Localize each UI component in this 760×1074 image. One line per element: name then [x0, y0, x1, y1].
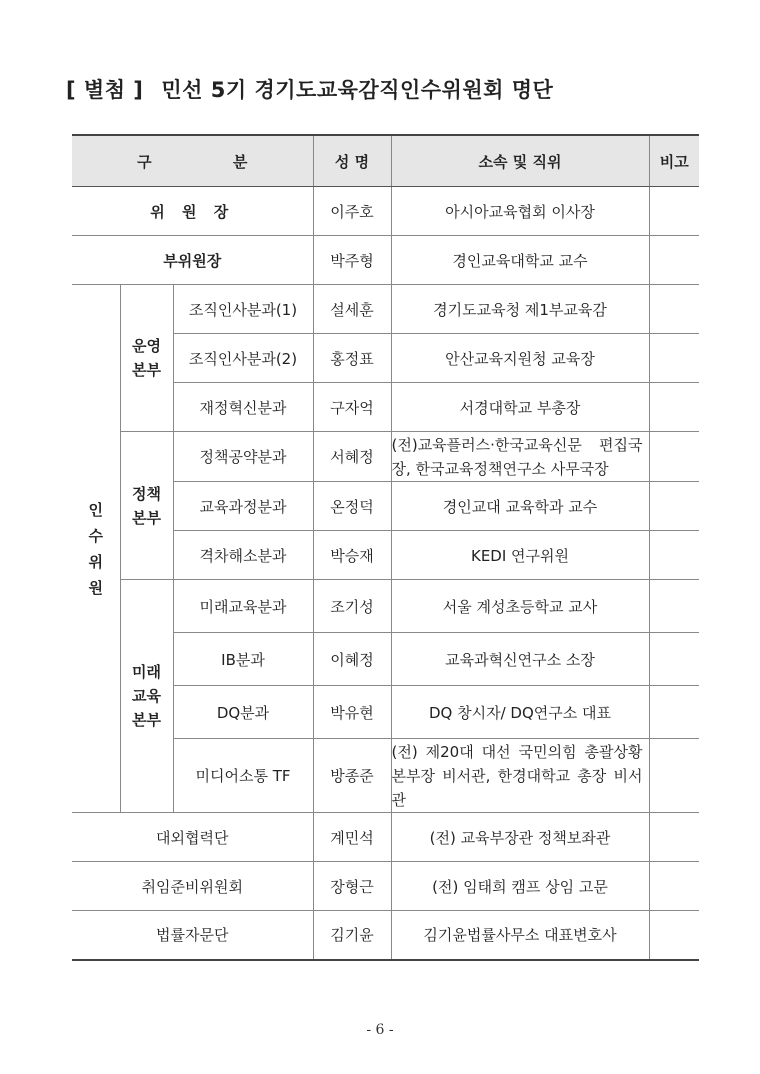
member-unit: 미래교육분과 [173, 580, 313, 633]
committee-label: 인 수 위 원 [72, 285, 120, 813]
table-row [72, 236, 699, 285]
header-row [72, 135, 699, 187]
member-name: 구자억 [313, 383, 391, 432]
header-name: 성 명 [313, 135, 391, 187]
member-affiliation: 교육과혁신연구소 소장 [391, 633, 649, 686]
member-unit: 격차해소분과 [173, 531, 313, 580]
member-unit: 정책공약분과 [173, 432, 313, 482]
member-affiliation: 경기도교육청 제1부교육감 [391, 285, 649, 334]
vice-affiliation: 경인교육대학교 교수 [391, 236, 649, 285]
table-row [72, 911, 699, 960]
external-label: 대외협력단 [72, 813, 313, 862]
member-affiliation: (전)교육플러스·한국교육신문 편집국장, 한국교육정책연구소 사무국장 [391, 432, 649, 482]
member-name: 조기성 [313, 580, 391, 633]
external-note [649, 813, 699, 862]
member-unit: DQ분과 [173, 686, 313, 739]
member-note [649, 633, 699, 686]
group-policy: 정책 본부 [120, 432, 173, 580]
member-note [649, 432, 699, 482]
member-unit: 조직인사분과(1) [173, 285, 313, 334]
member-name: 이혜정 [313, 633, 391, 686]
table-row [72, 432, 699, 482]
vice-name: 박주형 [313, 236, 391, 285]
member-note [649, 285, 699, 334]
member-name: 방종준 [313, 739, 391, 813]
member-name: 설세훈 [313, 285, 391, 334]
table-row [72, 580, 699, 633]
member-note [649, 482, 699, 531]
legal-name: 김기윤 [313, 911, 391, 960]
chair-note [649, 187, 699, 236]
member-name: 박유현 [313, 686, 391, 739]
member-note [649, 334, 699, 383]
member-affiliation: 서울 계성초등학교 교사 [391, 580, 649, 633]
roster-table [72, 134, 699, 961]
vice-label: 부위원장 [72, 236, 313, 285]
table-row [72, 862, 699, 911]
member-unit: 교육과정분과 [173, 482, 313, 531]
legal-note [649, 911, 699, 960]
header-affiliation: 소속 및 직위 [391, 135, 649, 187]
external-affiliation: (전) 교육부장관 정책보좌관 [391, 813, 649, 862]
member-unit: 미디어소통 TF [173, 739, 313, 813]
group-operations: 운영 본부 [120, 285, 173, 432]
member-note [649, 383, 699, 432]
legal-label: 법률자문단 [72, 911, 313, 960]
legal-affiliation: 김기윤법률사무소 대표변호사 [391, 911, 649, 960]
member-note [649, 686, 699, 739]
member-unit: IB분과 [173, 633, 313, 686]
page-title [66, 74, 553, 104]
header-note: 비고 [649, 135, 699, 187]
prep-note [649, 862, 699, 911]
member-affiliation: 서경대학교 부총장 [391, 383, 649, 432]
member-name: 서혜정 [313, 432, 391, 482]
member-affiliation: KEDI 연구위원 [391, 531, 649, 580]
member-unit: 조직인사분과(2) [173, 334, 313, 383]
chair-name: 이주호 [313, 187, 391, 236]
member-unit: 재정혁신분과 [173, 383, 313, 432]
prep-name: 장형근 [313, 862, 391, 911]
table-row [72, 813, 699, 862]
vice-note [649, 236, 699, 285]
group-future: 미래 교육 본부 [120, 580, 173, 813]
member-affiliation: 경인교대 교육학과 교수 [391, 482, 649, 531]
title-text: 민선 5기 경기도교육감직인수위원회 명단 [161, 78, 554, 102]
member-note [649, 739, 699, 813]
table-row [72, 187, 699, 236]
member-affiliation: 안산교육지원청 교육장 [391, 334, 649, 383]
member-name: 박승재 [313, 531, 391, 580]
prep-affiliation: (전) 임태희 캠프 상임 고문 [391, 862, 649, 911]
page-number: - 6 - [366, 1022, 394, 1038]
header-division: 구 분 [72, 135, 313, 187]
attachment-label: [ 별첨 ] [66, 78, 144, 102]
member-note [649, 531, 699, 580]
external-name: 계민석 [313, 813, 391, 862]
member-affiliation: (전) 제20대 대선 국민의힘 총괄상황본부장 비서관, 한경대학교 총장 비서관 [391, 739, 649, 813]
member-name: 온정덕 [313, 482, 391, 531]
member-name: 홍정표 [313, 334, 391, 383]
table-row [72, 285, 699, 334]
chair-affiliation: 아시아교육협회 이사장 [391, 187, 649, 236]
chair-label: 위 원 장 [72, 187, 313, 236]
member-affiliation: DQ 창시자/ DQ연구소 대표 [391, 686, 649, 739]
member-note [649, 580, 699, 633]
prep-label: 취임준비위원회 [72, 862, 313, 911]
